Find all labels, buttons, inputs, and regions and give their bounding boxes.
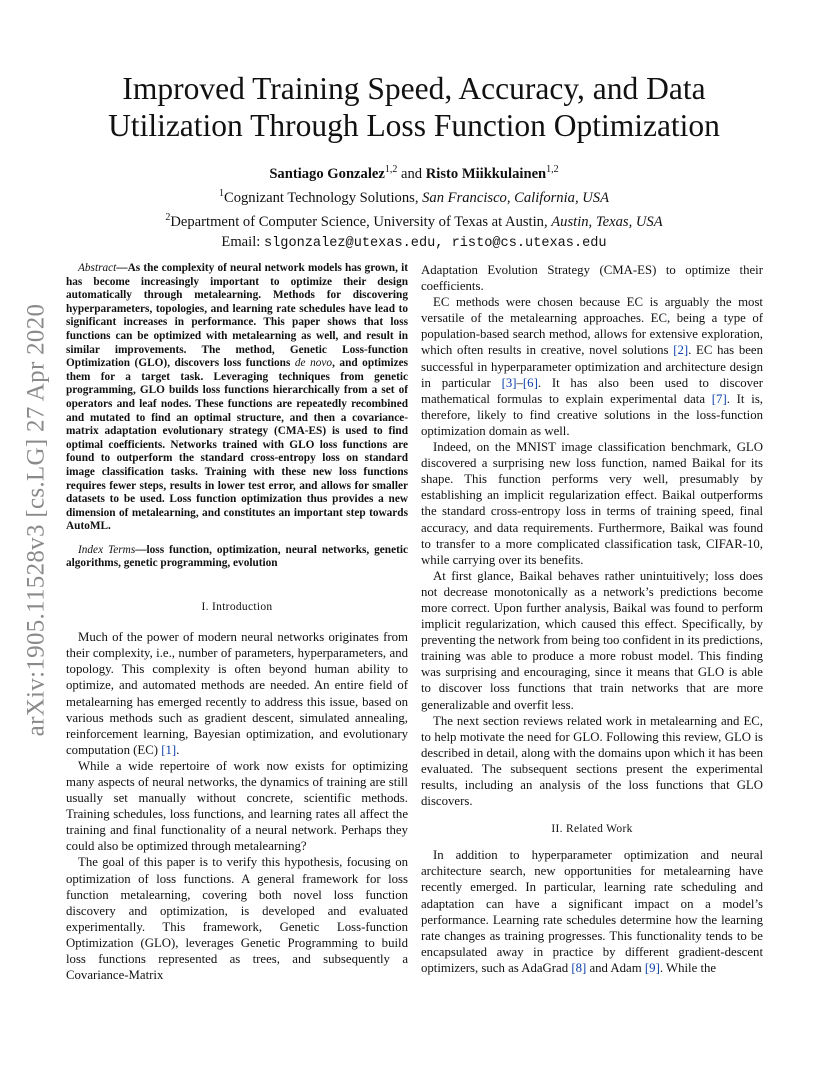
citation-link[interactable]: [7] [711, 391, 727, 406]
citation-link[interactable]: [1] [161, 742, 177, 757]
index-terms [66, 544, 408, 571]
paragraph-text: . It is, therefore, likely to find creative solutions in the loss-function optimization domain as well. [421, 391, 763, 438]
email-label: Email: [221, 233, 264, 250]
author-conjunction: and [397, 165, 426, 182]
paragraph-text: . While the [659, 960, 717, 975]
author-block [60, 160, 768, 254]
citation-link[interactable]: [6] [522, 375, 538, 390]
paragraph: Indeed, on the MNIST image classification benchmark, GLO discovered a surprising new loss function, named Baikal for its shape. This function performs very well, presumably by establishing an implicit regularization effect. Baikal outperforms the standard cross-entropy loss in terms of training speed, final accuracy, and data requirements. Furthermore, Baikal was found to transfer to a more complicated classification task, CIFAR-10, while carrying over its benefits. [421, 440, 763, 567]
author-superscript: 1,2 [546, 164, 559, 175]
paragraph-text: . It has also been used to discover mathematical formulas to explain experimental data [421, 375, 763, 406]
affiliation-2 [60, 208, 768, 232]
paragraph-text: and Adam [586, 960, 645, 975]
abstract-label: Abstract [78, 262, 117, 274]
affiliation-1 [60, 184, 768, 208]
section-heading-introduction: I. Introduction [201, 601, 273, 614]
paragraph-text: Much of the power of modern neural networks originates from their complexity, i.e., number of parameters, hyperparameters, and topology. This complexity is often beyond human ability to optimize, and automated methods are needed. An entire field of metalearning has emerged recently to address this issue, based on various methods such as gradient descent, simulated annealing, reinforcement learning, Bayesian optimization, and evolutionary computation (EC) [66, 630, 408, 757]
abstract-text: —As the complexity of neural network models has grown, it has become increasingly important to optimize their design automatically through metalearning. Methods for discovering hyperparameters, topologies, and learning rate schedules have lead to significant increases in performance. This paper shows that loss functions can be optimized with metalearning as well, and result in similar improvements. The method, Genetic Loss-function Optimization (GLO), discovers loss functions [66, 262, 408, 370]
title-line-2: Utilization Through Loss Function Optimization [108, 108, 720, 143]
paragraph: Adaptation Evolution Strategy (CMA-ES) to optimize their coefficients. [421, 263, 763, 294]
affiliation-superscript: 1 [218, 187, 224, 199]
right-column [421, 262, 763, 976]
paragraph-text: In addition to hyperparameter optimization and neural architecture search, new opportunities for metalearning have recently emerged. In particular, learning rate scheduling and adaptation can have a significant impact on a model’s performance. Learning rate schedules determine how the learning rate changes as training progresses. This functionality tends to be encapsulated away in practice by different gradient-descent optimizers, such as AdaGrad [421, 848, 763, 975]
affiliation-superscript: 2 [165, 211, 171, 223]
index-terms-label: Index Terms [78, 543, 136, 556]
paragraph: While a wide repertoire of work now exists for optimizing many aspects of neural networks, the dynamics of training are still usually set manually without concrete, scientific methods. Training schedules, loss functions, and learning rates all affect the training and final functionality of a neural network. Perhaps they could also be optimized through metalearning? [66, 758, 408, 854]
paragraph [421, 847, 763, 976]
left-column [66, 262, 408, 983]
title-line-1: Improved Training Speed, Accuracy, and Data [122, 71, 706, 106]
author-name: Risto Miikkulainen [425, 165, 547, 182]
affiliation-location: Austin, Texas, USA [551, 213, 663, 230]
paragraph: The next section reviews related work in metalearning and EC, to help motivate the need for GLO. Following this review, GLO is described in detail, along with the domains upon which it has been evaluated. The subsequent sections present the experimental results, including an analysis of the loss functions that GLO discovers. [421, 713, 763, 809]
email-addresses[interactable]: slgonzalez@utexas.edu, risto@cs.utexas.edu [263, 235, 607, 251]
paragraph-text: . EC has been successful in hyperparameter optimization and architecture design in particular [421, 343, 763, 390]
paragraph-text: EC methods were chosen because EC is arguably the most versatile of the metalearning approaches. EC, being a type of population-based search method, allows for extensive exploration, which often results in creative, novel solutions [421, 295, 763, 358]
author-line [60, 160, 768, 184]
citation-link[interactable]: [8] [571, 960, 587, 975]
paper-title [60, 70, 768, 144]
paragraph-text: . [176, 742, 180, 757]
index-terms-text: —loss function, optimization, neural networks, genetic algorithms, genetic programming, evolution [66, 543, 408, 570]
section-heading-related-work: II. Related Work [551, 823, 633, 836]
author-superscript: 1,2 [384, 164, 398, 175]
citation-link[interactable]: [9] [644, 960, 660, 975]
arxiv-sidebar-stamp [8, 240, 64, 800]
affiliation-location: San Francisco, California, USA [422, 189, 610, 206]
abstract-text: , and optimizes them for a target task. Leveraging techniques from genetic programming, GLO builds loss functions hierarchically from a set of operators and leaf nodes. These functions are repeatedly recombined and mutated to find an optimal structure, and then a covariance-matrix adaptation evolutionary strategy (CMA-ES) is used to find optimal coefficients. Networks trained with GLO loss functions are found to outperform the standard cross-entropy loss on standard image classification tasks. Training with these new loss functions requires fewer steps, results in lower test error, and allows for smaller datasets to be used. Loss function optimization thus provides a new dimension of metalearning, and constitutes an important step towards AutoML. [66, 357, 408, 533]
paragraph: At first glance, Baikal behaves rather unintuitively; loss does not decrease monotonically as a network’s predictions become more correct. Upon further analysis, Baikal was found to perform implicit regularization, which caused this effect. Specifically, by preventing the network from being too confident in its predictions, training was able to produce a more robust model. This finding was surprising and encouraging, since it means that GLO is able to discover loss functions that train networks that are more generalizable and overfit less. [421, 568, 763, 712]
paragraph [421, 294, 763, 439]
paragraph: The goal of this paper is to verify this hypothesis, focusing on optimization of loss functions. A general framework for loss function metalearning, covering both novel loss function discovery and optimization, is developed and evaluated experimentally. This framework, Genetic Loss-function Optimization (GLO), leverages Genetic Programming to build loss functions represented as trees, and subsequently a Covariance-Matrix [66, 855, 408, 983]
affiliation-name: Cognizant Technology Solutions, [223, 189, 423, 206]
arxiv-id[interactable]: arXiv:1905.11528v3 [cs.LG] 27 Apr 2020 [22, 303, 50, 737]
paragraph-text: – [516, 375, 523, 390]
abstract [66, 262, 408, 534]
email-line [60, 232, 768, 254]
citation-link[interactable]: [3] [501, 375, 517, 390]
author-name: Santiago Gonzalez [269, 165, 385, 182]
paragraph [66, 629, 408, 758]
citation-link[interactable]: [2] [673, 343, 689, 358]
abstract-italic: de novo [294, 357, 333, 370]
affiliation-name: Department of Computer Science, University of Texas at Austin, [170, 213, 552, 230]
